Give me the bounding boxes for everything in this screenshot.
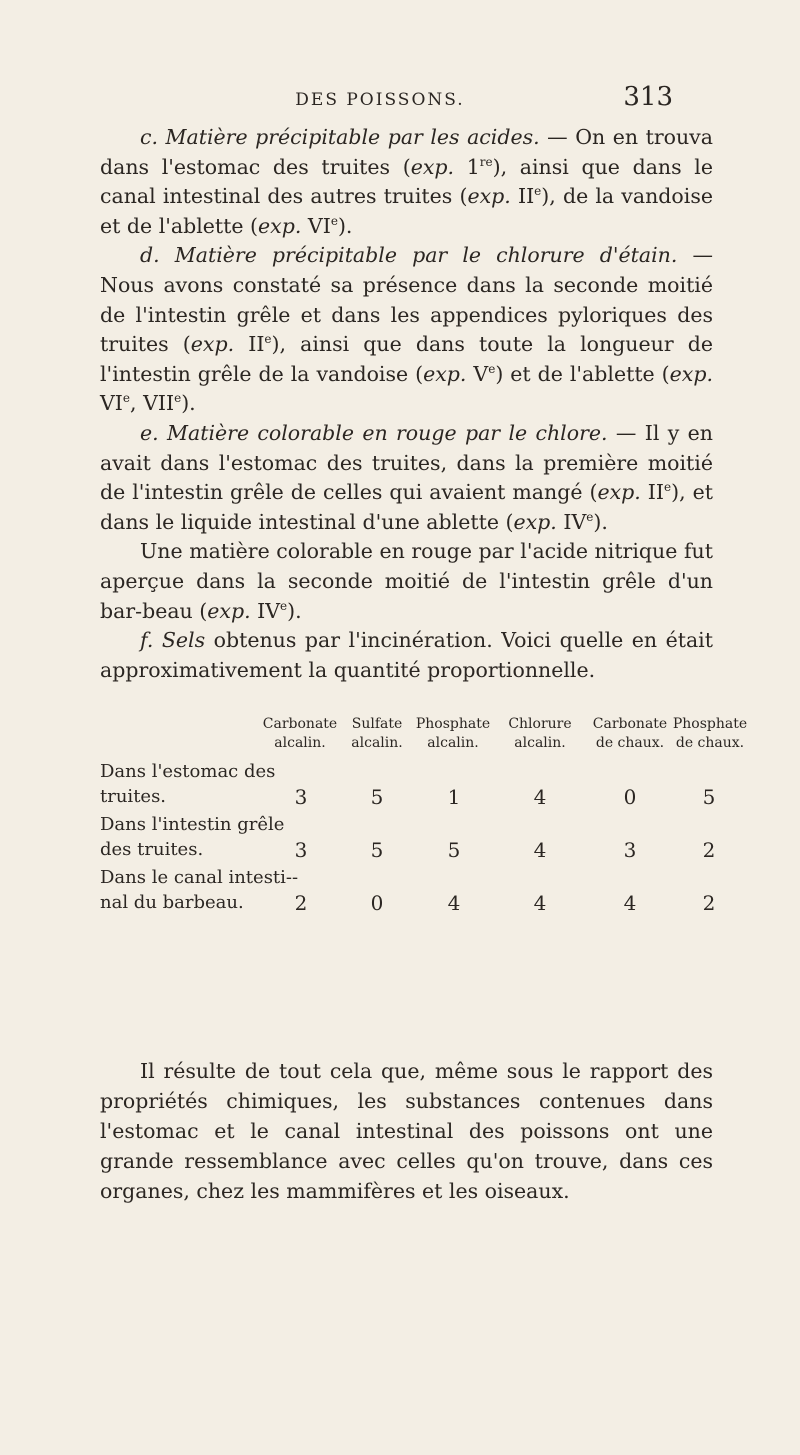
column-header: Chlorure alcalin.: [508, 716, 572, 751]
paragraph-d: d. Matière précipitable par le chlorure d'étain. — Nous avons constaté sa présence dans la seconde moitié de l'intestin grêle et dans les appendices pyloriques des truites (exp. IIe), ainsi que dans toute la longueur de l'intestin grêle de la vandoise (exp. Ve) et de l'ablette (exp. VIe, VIIe).: [100, 243, 713, 416]
item-heading: Matière précipitable par les acides.: [165, 125, 540, 149]
table-cell: 5: [370, 838, 384, 862]
body-text: [100, 123, 713, 685]
table-cell: 5: [370, 785, 384, 809]
table-cell: 3: [294, 785, 308, 809]
table-cell: 5: [447, 838, 461, 862]
table-cell: 3: [294, 838, 308, 862]
item-marker: e.: [140, 420, 159, 445]
table-cell: 0: [370, 891, 384, 915]
paragraph-e2: Une matière colorable en rouge par l'acide nitrique fut aperçue dans la seconde moitié de l'intestin grêle d'un bar-beau (exp. IVe).: [100, 539, 713, 623]
table-cell: 4: [533, 891, 547, 915]
table-cell: 3: [623, 838, 637, 862]
salts-table: [100, 715, 748, 1045]
item-heading: Matière précipitable par le chlorure d'étain.: [174, 243, 678, 268]
paragraph-c: c. Matière précipitable par les acides. — On en trouva dans l'estomac des truites (exp. 1re), ainsi que dans le canal intestinal des autres truites (exp. IIe), de la vandoise et de l'ablette (exp. VIe).: [100, 125, 713, 238]
table-cell: 2: [702, 891, 716, 915]
row-label: Dans le canal intesti--: [100, 867, 299, 888]
item-heading: Matière colorable en rouge par le chlore.: [167, 420, 608, 445]
column-header: Carbonate de chaux.: [592, 716, 668, 751]
table-cell: 2: [702, 838, 716, 862]
item-marker: d.: [140, 243, 160, 268]
column-header: Phosphate de chaux.: [672, 716, 748, 751]
item-marker: f.: [140, 628, 154, 653]
row-label: des truites.: [100, 839, 204, 860]
table-cell: 5: [702, 785, 716, 809]
table-cell: 4: [533, 838, 547, 862]
column-header: Sulfate alcalin.: [351, 716, 403, 751]
row-label: truites.: [100, 786, 167, 807]
row-label: Dans l'intestin grêle: [100, 814, 285, 835]
column-header: Carbonate alcalin.: [262, 716, 338, 751]
paragraph-e: e. Matière colorable en rouge par le chlore. — Il y en avait dans l'estomac des truites, dans la première moitié de l'intestin grêle de celles qui avaient mangé (exp. IIe), et dans le liquide intestinal d'une ablette (exp. IVe).: [100, 420, 713, 534]
table-cell: 4: [533, 785, 547, 809]
conclusion-paragraph: Il résulte de tout cela que, même sous le rapport des propriétés chimiques, les substances contenues dans l'estomac et le canal intestinal des poissons ont une grande ressemblance avec celles qu'on trouve, dans ces organes, chez les mammifères et les oiseaux.: [100, 1059, 713, 1203]
column-header: Phosphate alcalin.: [415, 716, 491, 751]
item-marker: c.: [140, 125, 158, 149]
table-cell: 1: [447, 785, 461, 809]
row-label: nal du barbeau.: [100, 892, 244, 913]
table-cell: 4: [447, 891, 461, 915]
table-cell: 4: [623, 891, 637, 915]
paragraph-f: f. Sels obtenus par l'incinération. Voici quelle en était approximativement la quantité proportionnelle.: [100, 628, 713, 682]
running-title: DES POISSONS.: [295, 90, 465, 110]
running-head: [100, 82, 673, 120]
item-heading: Sels: [161, 628, 206, 653]
row-label: Dans l'estomac des: [100, 761, 276, 782]
page-number: 313: [623, 82, 673, 112]
table-cell: 2: [294, 891, 308, 915]
table-cell: 0: [623, 785, 637, 809]
